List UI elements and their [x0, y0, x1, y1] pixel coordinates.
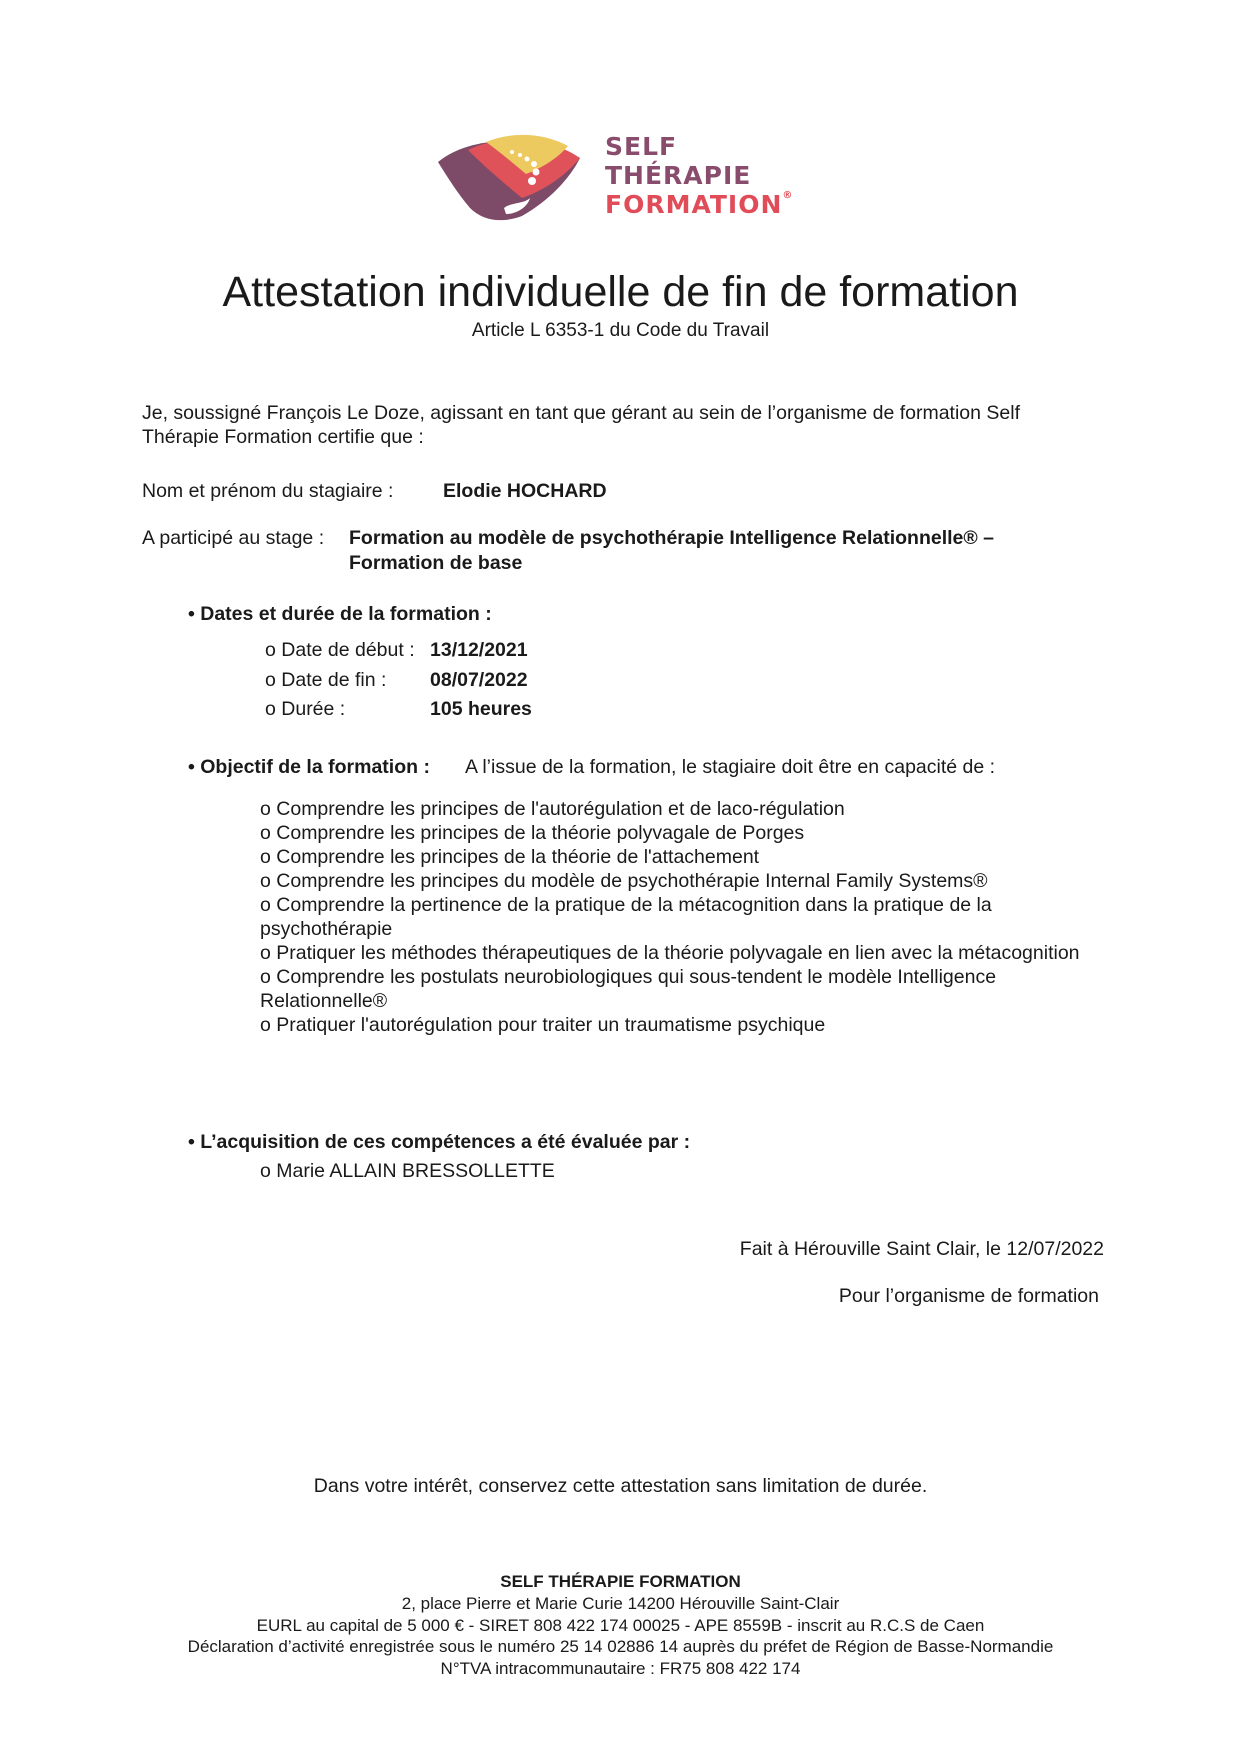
- course-label: A participé au stage :: [142, 527, 325, 549]
- company-logo: [430, 128, 830, 233]
- evaluator-name: o Marie ALLAIN BRESSOLLETTE: [260, 1160, 555, 1182]
- end-date-label: o Date de fin :: [265, 669, 387, 691]
- objective-item: o Comprendre les principes de l'autorégulation et de laco-régulation: [260, 798, 845, 820]
- objective-list: [260, 797, 1080, 1037]
- duration-label: o Durée :: [265, 698, 346, 720]
- footer-legal: EURL au capital de 5 000 € - SIRET 808 422 174 00025 - APE 8559B - inscrit au R.C.S de Caen: [256, 1616, 985, 1635]
- objective-item: o Comprendre les principes du modèle de psychothérapie Internal Family Systems®: [260, 870, 988, 892]
- objective-item: o Comprendre les postulats neurobiologiques qui sous-tendent le modèle Intelligence Relationnelle®: [260, 966, 997, 1012]
- dates-heading: • Dates et durée de la formation :: [188, 603, 492, 625]
- logo-text-self: SELF: [605, 132, 678, 161]
- retention-notice: Dans votre intérêt, conservez cette attestation sans limitation de durée.: [313, 1475, 928, 1497]
- logo-text-formation-word: FORMATION: [605, 190, 783, 219]
- course-title-line1: Formation au modèle de psychothérapie Intelligence Relationnelle® –: [349, 527, 995, 549]
- objective-text: A l’issue de la formation, le stagiaire doit être en capacité de :: [465, 756, 996, 778]
- evaluation-heading: • L’acquisition de ces compétences a été évaluée par :: [188, 1131, 691, 1153]
- footer-vat: N°TVA intracommunautaire : FR75 808 422 174: [440, 1659, 801, 1678]
- objective-item: o Pratiquer les méthodes thérapeutiques de la théorie polyvagale en lien avec la métacognition: [260, 942, 1080, 964]
- footer-company: SELF THÉRAPIE FORMATION: [500, 1572, 741, 1591]
- document-title: Attestation individuelle de fin de formation: [222, 268, 1019, 316]
- course-title-line2: Formation de base: [349, 552, 523, 574]
- intro-paragraph: Je, soussigné François Le Doze, agissant en tant que gérant au sein de l’organisme de formation Self Thérapie Formation certifie que :: [142, 402, 1021, 448]
- trainee-label: Nom et prénom du stagiaire :: [142, 480, 394, 502]
- objective-item: o Comprendre les principes de la théorie de l'attachement: [260, 846, 760, 868]
- end-date-value: 08/07/2022: [430, 669, 528, 691]
- for-organisation: Pour l’organisme de formation: [838, 1285, 1099, 1307]
- start-date-label: o Date de début :: [265, 639, 415, 661]
- duration-value: 105 heures: [430, 698, 532, 720]
- trainee-name: Elodie HOCHARD: [443, 480, 607, 502]
- objective-item: o Pratiquer l'autorégulation pour traiter un traumatisme psychique: [260, 1014, 826, 1036]
- logo-text-therapie: THÉRAPIE: [605, 161, 752, 190]
- logo-emblem-icon: [430, 128, 590, 228]
- start-date-value: 13/12/2021: [430, 639, 528, 661]
- footer-address: 2, place Pierre et Marie Curie 14200 Hérouville Saint-Clair: [401, 1594, 840, 1613]
- logo-text-formation: [605, 190, 793, 219]
- logo-registered-mark: ®: [782, 190, 794, 201]
- footer-declaration: Déclaration d’activité enregistrée sous le numéro 25 14 02886 14 auprès du préfet de Région de Basse-Normandie: [187, 1637, 1054, 1656]
- objective-item: o Comprendre la pertinence de la pratique de la métacognition dans la pratique de la psychothérapie: [260, 894, 992, 940]
- document-subtitle: Article L 6353-1 du Code du Travail: [471, 320, 770, 341]
- objective-item: o Comprendre les principes de la théorie polyvagale de Porges: [260, 822, 805, 844]
- objective-heading: • Objectif de la formation :: [188, 756, 430, 778]
- place-date: Fait à Hérouville Saint Clair, le 12/07/2022: [739, 1238, 1104, 1260]
